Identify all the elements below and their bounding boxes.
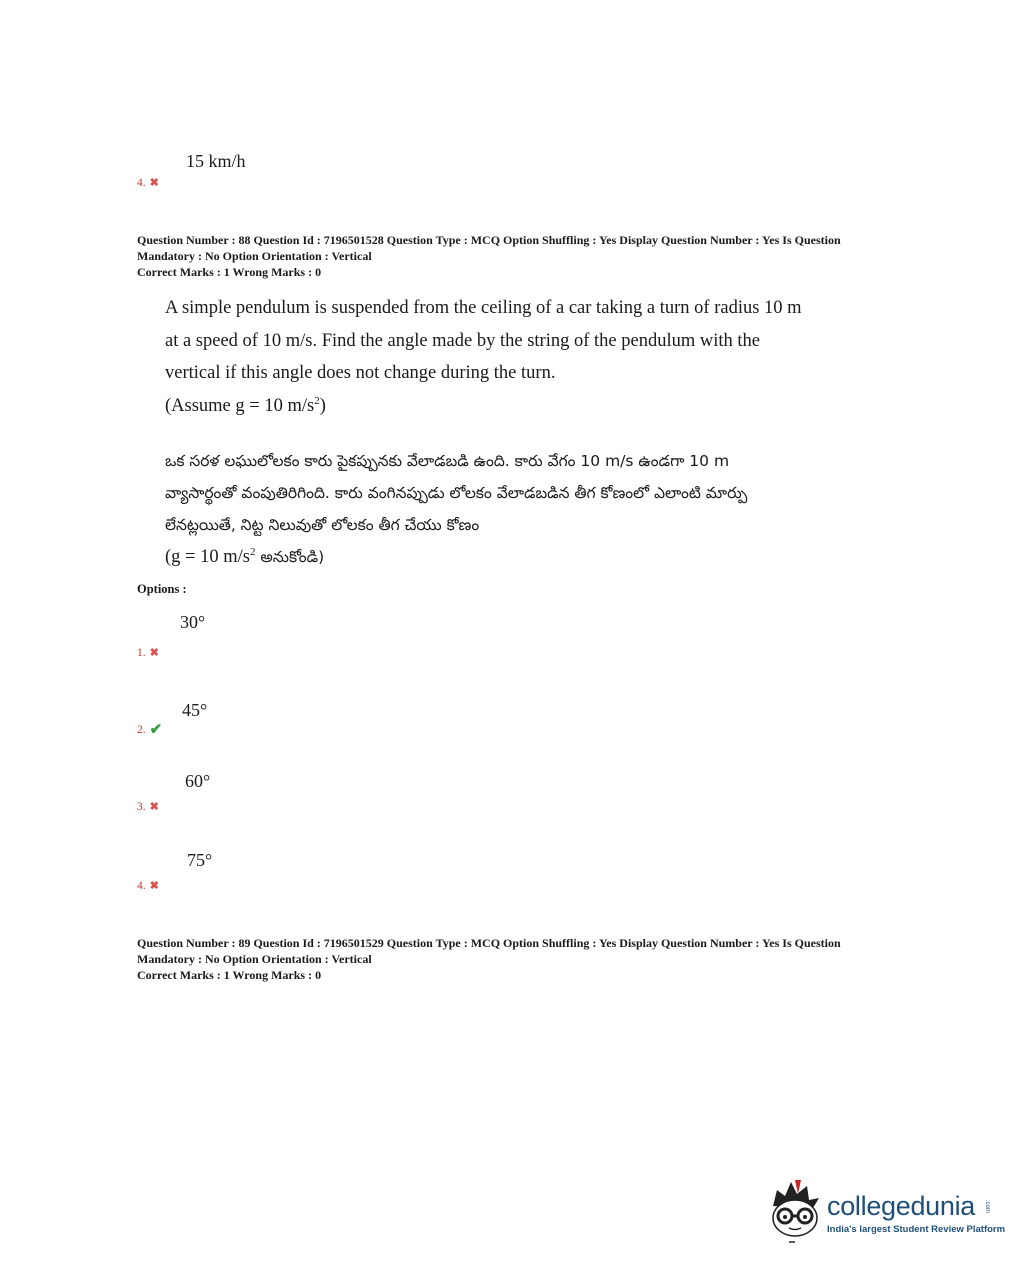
q89-meta — [137, 935, 897, 983]
wrong-mark-icon: ✖ — [149, 801, 159, 813]
q88-meta-line3: Correct Marks : 1 Wrong Marks : 0 — [137, 265, 322, 279]
question-line-telugu: ఒక సరళ లఘులోలకం కారు పైకప్పునకు వేలాడబడి ఉంది. కారు వేగం 10 m/s ఉండగా 10 m — [165, 452, 730, 470]
wrong-mark-icon: ✖ — [149, 647, 159, 659]
options-label: Options : — [137, 582, 187, 596]
wrong-mark-icon: ✖ — [149, 880, 159, 892]
option-3-number: 3. ✖ — [137, 800, 159, 813]
question-g-telugu: (g = 10 $m/s^2$ అనుకోండి) — [165, 545, 325, 567]
option-1-number: 1. ✖ — [137, 646, 159, 659]
option-2-text: 45° — [182, 700, 208, 720]
question-assume: (Assume g = 10 $m/s^2$) — [165, 394, 326, 416]
question-line-telugu: వ్యాసార్థంతో వంపుతిరిగింది. కారు వంగినప్పుడు లోలకం వేలాడబడిన తీగ కోణంలో ఎలాంటి మార్పు — [165, 484, 748, 502]
correct-check-icon: ✔ — [149, 722, 163, 738]
q89-meta-line1: Question Number : 89 Question Id : 7196501529 Question Type : MCQ Option Shuffling : Yes Display Question Number : Yes Is Question — [137, 936, 841, 950]
question-line: at a speed of 10 m/s. Find the angle made by the string of the pendulum with the — [165, 330, 760, 351]
option-number: 4. — [137, 176, 146, 189]
q89-meta-line3: Correct Marks : 1 Wrong Marks : 0 — [137, 968, 322, 982]
collegedunia-logo — [765, 1178, 1005, 1248]
q88-question-english — [165, 292, 830, 422]
option-1-text: 30° — [180, 612, 206, 632]
prev-option-4-text: 15 km/h — [186, 151, 246, 171]
prev-option-4-number — [137, 176, 159, 189]
option-4-number: 4. ✖ — [137, 879, 159, 892]
mascot-icon — [765, 1178, 825, 1248]
option-2-number: 2. ✔ — [137, 722, 163, 738]
wrong-mark-icon: ✖ — [149, 177, 159, 189]
question-line: vertical if this angle does not change during the turn. — [165, 363, 556, 383]
q89-meta-line2: Mandatory : No Option Orientation : Vertical — [137, 952, 372, 966]
q88-question-telugu — [165, 445, 830, 573]
logo-wordmark: collegedunia — [827, 1190, 976, 1221]
option-3-text: 60° — [185, 771, 211, 791]
question-line-telugu: లేనట్లయితే, నిట్ట నిలువుతో లోలకం తీగ చేయు కోణం — [165, 516, 480, 534]
logo-tagline: India's largest Student Review Platform — [827, 1223, 1006, 1235]
question-line: A simple pendulum is suspended from the ceiling of a car taking a turn of radius 10 m — [165, 298, 802, 318]
q88-meta — [137, 232, 897, 280]
q88-meta-line1: Question Number : 88 Question Id : 7196501528 Question Type : MCQ Option Shuffling : Yes Display Question Number : Yes Is Question — [137, 233, 841, 247]
q88-meta-line2: Mandatory : No Option Orientation : Vertical — [137, 249, 372, 263]
option-4-text: 75° — [187, 850, 213, 870]
logo-com: .com — [984, 1200, 990, 1214]
